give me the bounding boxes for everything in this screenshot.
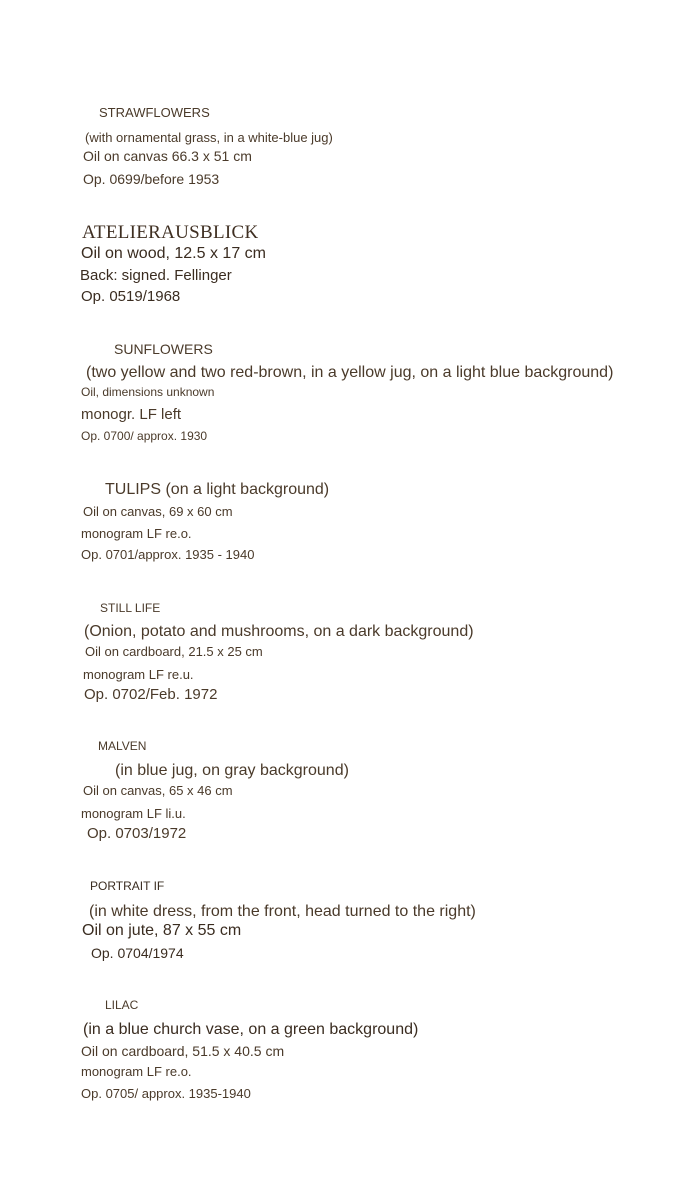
entry-monogram: monogram LF re.o.	[81, 526, 192, 541]
entry-title: STRAWFLOWERS	[99, 105, 210, 120]
entry-medium: Oil on cardboard, 21.5 x 25 cm	[85, 644, 263, 659]
entry-description: (in blue jug, on gray background)	[115, 762, 349, 779]
entry-medium: Oil, dimensions unknown	[81, 385, 215, 399]
entry-title: TULIPS (on a light background)	[105, 481, 330, 498]
entry-description: (with ornamental grass, in a white-blue jug)	[85, 130, 333, 145]
entry-monogram: monogram LF re.u.	[83, 667, 194, 682]
entry-monogram: monogram LF re.o.	[81, 1064, 192, 1079]
entry-opus: Op. 0702/Feb. 1972	[84, 686, 218, 703]
entry-medium: Oil on canvas, 69 x 60 cm	[83, 504, 233, 519]
entry-title: LILAC	[105, 998, 139, 1012]
entry-medium: Oil on cardboard, 51.5 x 40.5 cm	[81, 1043, 285, 1059]
entry-opus: Op. 0705/ approx. 1935-1940	[81, 1086, 251, 1101]
entry-medium: Oil on canvas, 65 x 46 cm	[83, 783, 233, 798]
entry-opus: Op. 0699/before 1953	[83, 171, 220, 187]
entry-description: (Onion, potato and mushrooms, on a dark background)	[84, 623, 474, 640]
entry-inscription: Back: signed. Fellinger	[80, 267, 232, 284]
entry-medium: Oil on canvas 66.3 x 51 cm	[83, 148, 252, 164]
entry-title: STILL LIFE	[100, 601, 161, 615]
entry-opus: Op. 0703/1972	[87, 825, 187, 842]
entry-description: (two yellow and two red-brown, in a yellow jug, on a light blue background)	[86, 364, 614, 381]
entry-monogram: monogram LF li.u.	[81, 806, 186, 821]
entry-title: PORTRAIT IF	[90, 879, 165, 893]
entry-title: ATELIERAUSBLICK	[82, 222, 259, 243]
entry-opus: Op. 0704/1974	[91, 945, 184, 961]
entry-monogram: monogr. LF left	[81, 406, 182, 423]
entry-description: (in white dress, from the front, head turned to the right)	[89, 903, 476, 920]
entry-medium: Oil on wood, 12.5 x 17 cm	[81, 245, 266, 262]
entry-title: SUNFLOWERS	[114, 341, 213, 357]
entry-medium: Oil on jute, 87 x 55 cm	[82, 922, 242, 939]
entry-title: MALVEN	[98, 739, 147, 753]
entry-opus: Op. 0700/ approx. 1930	[81, 429, 208, 443]
entry-opus: Op. 0519/1968	[81, 288, 181, 305]
entry-opus: Op. 0701/approx. 1935 - 1940	[81, 547, 255, 562]
entry-description: (in a blue church vase, on a green background)	[83, 1021, 419, 1038]
